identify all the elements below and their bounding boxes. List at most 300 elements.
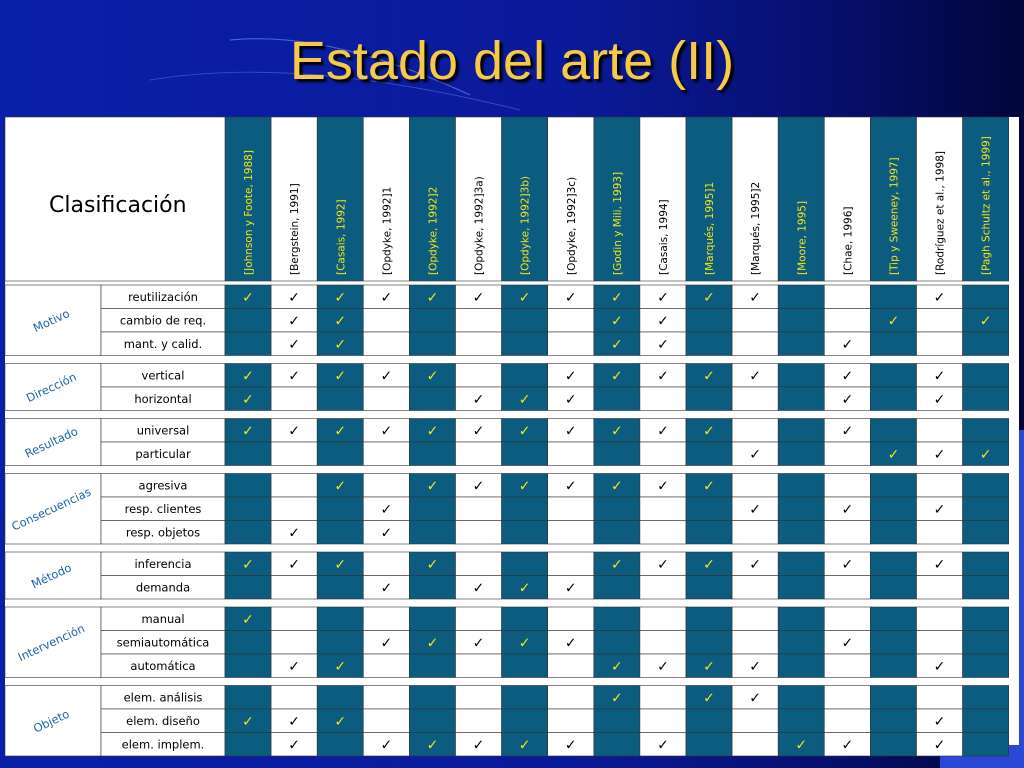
check-mark-icon: ✓ (380, 580, 393, 597)
table-cell (363, 442, 409, 466)
table-cell (502, 364, 548, 388)
category-label: Objeto (31, 706, 72, 736)
check-mark-icon: ✓ (933, 501, 946, 518)
check-mark-icon: ✓ (518, 635, 531, 652)
table-cell (317, 686, 363, 710)
row-label: vertical (141, 368, 185, 383)
check-mark-icon: ✓ (564, 391, 577, 408)
check-mark-icon: ✓ (703, 690, 715, 707)
check-mark-icon: ✓ (657, 368, 669, 385)
table-cell (409, 442, 455, 466)
table-cell (225, 654, 271, 678)
check-mark-icon: ✓ (657, 289, 669, 306)
table-cell (824, 442, 870, 466)
table-heading: Clasificación (49, 193, 187, 218)
check-mark-icon: ✓ (564, 368, 577, 385)
table-cell (870, 521, 916, 545)
table-cell (456, 686, 502, 710)
table-cell (963, 733, 1009, 757)
check-mark-icon: ✓ (657, 336, 669, 353)
table-cell (640, 442, 686, 466)
check-mark-icon: ✓ (334, 556, 347, 573)
table-cell (870, 607, 916, 631)
table-cell (548, 654, 594, 678)
check-mark-icon: ✓ (564, 737, 577, 754)
table-cell (317, 576, 363, 600)
table-cell (870, 709, 916, 733)
table-cell (456, 332, 502, 356)
column-header-label: [Pagh Schultz et al., 1999] (980, 136, 993, 275)
table-cell (409, 654, 455, 678)
table-cell (271, 442, 317, 466)
check-mark-icon: ✓ (610, 336, 623, 353)
table-cell (594, 709, 640, 733)
table-cell (363, 309, 409, 333)
category-label: Dirección (23, 369, 79, 406)
check-mark-icon: ✓ (564, 478, 577, 495)
row-label: manual (141, 611, 185, 626)
table-cell (870, 497, 916, 521)
check-mark-icon: ✓ (472, 580, 485, 597)
table-cell (870, 733, 916, 757)
check-mark-icon: ✓ (564, 423, 577, 440)
category-label: Consecuencias (9, 484, 94, 534)
table-cell (594, 387, 640, 411)
check-mark-icon: ✓ (472, 391, 485, 408)
table-cell (502, 709, 548, 733)
table-cell (594, 607, 640, 631)
table-cell (917, 607, 963, 631)
table-cell (640, 631, 686, 655)
table-cell (778, 332, 824, 356)
table-cell (686, 521, 732, 545)
check-mark-icon: ✓ (703, 658, 715, 675)
table-cell (686, 497, 732, 521)
table-cell (963, 387, 1009, 411)
row-label: mant. y calid. (123, 336, 203, 351)
table-cell (271, 474, 317, 498)
check-mark-icon: ✓ (426, 737, 439, 754)
table-cell (363, 607, 409, 631)
check-mark-icon: ✓ (380, 289, 393, 306)
table-cell (548, 552, 594, 576)
column-header-label: [Casais, 1994] (657, 199, 670, 275)
table-cell (732, 474, 778, 498)
table-cell (502, 309, 548, 333)
table-cell (317, 442, 363, 466)
category-label: Motivo (30, 306, 72, 336)
table-cell (824, 474, 870, 498)
classification-table (5, 117, 1019, 754)
check-mark-icon: ✓ (380, 423, 393, 440)
check-mark-icon: ✓ (288, 556, 301, 573)
table-cell (409, 521, 455, 545)
table-cell (963, 576, 1009, 600)
table-cell (870, 285, 916, 309)
table-cell (225, 631, 271, 655)
check-mark-icon: ✓ (380, 501, 393, 518)
row-label: reutilización (128, 289, 198, 304)
check-mark-icon: ✓ (933, 391, 946, 408)
check-mark-icon: ✓ (288, 289, 301, 306)
table-cell (502, 332, 548, 356)
table-cell (548, 607, 594, 631)
check-mark-icon: ✓ (288, 336, 301, 353)
table-cell (686, 709, 732, 733)
check-mark-icon: ✓ (610, 368, 623, 385)
check-mark-icon: ✓ (242, 713, 254, 730)
table-cell (778, 497, 824, 521)
row-label: particular (135, 446, 191, 461)
table-cell (502, 442, 548, 466)
table-cell (317, 733, 363, 757)
table-cell (824, 309, 870, 333)
table-cell (917, 576, 963, 600)
table-cell (917, 631, 963, 655)
check-mark-icon: ✓ (703, 478, 715, 495)
table-cell (271, 497, 317, 521)
table-cell (824, 576, 870, 600)
table-cell (917, 686, 963, 710)
check-mark-icon: ✓ (426, 368, 439, 385)
check-mark-icon: ✓ (242, 611, 254, 628)
table-cell (640, 521, 686, 545)
table-cell (225, 686, 271, 710)
row-label: horizontal (134, 391, 192, 406)
table-cell (917, 474, 963, 498)
table-cell (363, 387, 409, 411)
check-mark-icon: ✓ (426, 635, 439, 652)
column-header-label: [Johnson y Foote, 1988] (243, 150, 256, 275)
check-mark-icon: ✓ (610, 658, 623, 675)
check-mark-icon: ✓ (933, 289, 946, 306)
row-label: inferencia (134, 556, 192, 571)
check-mark-icon: ✓ (887, 446, 900, 463)
table-cell (917, 419, 963, 443)
check-mark-icon: ✓ (749, 368, 762, 385)
table-cell (317, 521, 363, 545)
column-header-label: [Opdyke, 1992]3b) (519, 175, 532, 275)
table-cell (456, 654, 502, 678)
row-label: automática (130, 658, 196, 673)
row-label: elem. análisis (123, 690, 203, 705)
column-header-label: [Opdyke, 1992]3a) (473, 176, 486, 275)
column-header-label: [Godin y Mili, 1993] (611, 171, 624, 275)
table-cell (963, 654, 1009, 678)
table-cell (271, 631, 317, 655)
check-mark-icon: ✓ (841, 501, 854, 518)
table-cell (732, 332, 778, 356)
row-label: universal (136, 423, 190, 438)
table-cell (225, 309, 271, 333)
check-mark-icon: ✓ (657, 478, 669, 495)
check-mark-icon: ✓ (242, 289, 254, 306)
table-cell (917, 309, 963, 333)
table-cell (686, 332, 732, 356)
table-cell (409, 709, 455, 733)
table-cell (640, 607, 686, 631)
table-cell (824, 607, 870, 631)
check-mark-icon: ✓ (426, 556, 439, 573)
table-cell (778, 419, 824, 443)
table-cell (456, 309, 502, 333)
table-cell (778, 709, 824, 733)
table-cell (778, 654, 824, 678)
check-mark-icon: ✓ (841, 737, 854, 754)
check-mark-icon: ✓ (841, 368, 854, 385)
table-cell (548, 497, 594, 521)
check-mark-icon: ✓ (979, 446, 992, 463)
table-cell (686, 576, 732, 600)
table-cell (225, 497, 271, 521)
table-cell (456, 521, 502, 545)
column-header-label: [Bergstein, 1991] (289, 183, 302, 275)
table-cell (456, 607, 502, 631)
table-cell (640, 497, 686, 521)
table-cell (502, 607, 548, 631)
table-cell (870, 387, 916, 411)
check-mark-icon: ✓ (518, 580, 531, 597)
check-mark-icon: ✓ (334, 423, 347, 440)
check-mark-icon: ✓ (841, 391, 854, 408)
check-mark-icon: ✓ (472, 635, 485, 652)
table-cell (225, 474, 271, 498)
check-mark-icon: ✓ (426, 289, 439, 306)
table-cell (363, 474, 409, 498)
column-header-label: [Opdyke, 1992]3c) (565, 176, 578, 275)
table-cell (271, 576, 317, 600)
table-cell (963, 686, 1009, 710)
table-cell (225, 442, 271, 466)
table-cell (917, 332, 963, 356)
check-mark-icon: ✓ (841, 336, 854, 353)
row-label: agresiva (138, 478, 188, 493)
table-cell (732, 309, 778, 333)
table-cell (548, 332, 594, 356)
row-label: resp. objetos (125, 525, 201, 540)
row-label: semiautomática (116, 635, 210, 650)
row-label: resp. clientes (124, 501, 202, 516)
check-mark-icon: ✓ (334, 289, 347, 306)
check-mark-icon: ✓ (380, 635, 393, 652)
check-mark-icon: ✓ (703, 423, 715, 440)
check-mark-icon: ✓ (518, 391, 531, 408)
table-cell (732, 576, 778, 600)
table-cell (363, 709, 409, 733)
table-cell (548, 709, 594, 733)
table-cell (594, 631, 640, 655)
table-cell (594, 442, 640, 466)
check-mark-icon: ✓ (334, 658, 347, 675)
check-mark-icon: ✓ (288, 713, 301, 730)
check-mark-icon: ✓ (933, 658, 946, 675)
table-cell (963, 521, 1009, 545)
table-cell (824, 654, 870, 678)
table-cell (409, 309, 455, 333)
check-mark-icon: ✓ (288, 313, 301, 330)
check-mark-icon: ✓ (288, 525, 301, 542)
table-cell (548, 686, 594, 710)
table-cell (409, 686, 455, 710)
table-cell (732, 607, 778, 631)
table-cell (456, 364, 502, 388)
check-mark-icon: ✓ (610, 313, 623, 330)
check-mark-icon: ✓ (979, 313, 992, 330)
table-cell (778, 631, 824, 655)
table-cell (502, 686, 548, 710)
table-cell (686, 631, 732, 655)
category-label: Resultado (22, 424, 81, 461)
check-mark-icon: ✓ (288, 423, 301, 440)
table-cell (317, 497, 363, 521)
table-cell (824, 686, 870, 710)
table-cell (963, 552, 1009, 576)
table-cell (317, 631, 363, 655)
check-mark-icon: ✓ (288, 368, 301, 385)
table-cell (963, 332, 1009, 356)
column-header-label: [Moore, 1995] (796, 200, 809, 275)
row-label: cambio de req. (119, 313, 207, 328)
check-mark-icon: ✓ (933, 556, 946, 573)
table-cell (778, 552, 824, 576)
table-cell (363, 654, 409, 678)
table-cell (363, 332, 409, 356)
table-cell (824, 285, 870, 309)
column-header-label: [Rodríguez et al., 1998] (934, 151, 947, 275)
table-cell (686, 309, 732, 333)
check-mark-icon: ✓ (288, 658, 301, 675)
check-mark-icon: ✓ (841, 423, 854, 440)
column-header-label: [Opdyke, 1992]1 (381, 186, 394, 275)
check-mark-icon: ✓ (564, 580, 577, 597)
check-mark-icon: ✓ (610, 478, 623, 495)
check-mark-icon: ✓ (518, 478, 531, 495)
check-mark-icon: ✓ (749, 289, 762, 306)
table-cell (363, 686, 409, 710)
check-mark-icon: ✓ (933, 446, 946, 463)
table-cell (963, 285, 1009, 309)
check-mark-icon: ✓ (657, 313, 669, 330)
table-cell (548, 521, 594, 545)
table-cell (456, 442, 502, 466)
check-mark-icon: ✓ (703, 556, 715, 573)
table-cell (778, 576, 824, 600)
table-cell (502, 521, 548, 545)
table-cell (594, 497, 640, 521)
table-cell (409, 387, 455, 411)
table-cell (686, 733, 732, 757)
check-mark-icon: ✓ (242, 423, 254, 440)
check-mark-icon: ✓ (933, 368, 946, 385)
table-cell (963, 364, 1009, 388)
table-cell (963, 631, 1009, 655)
check-mark-icon: ✓ (841, 556, 854, 573)
table-cell (686, 442, 732, 466)
check-mark-icon: ✓ (518, 737, 531, 754)
check-mark-icon: ✓ (334, 713, 347, 730)
column-header-label: [Tip y Sweeney, 1997] (888, 157, 901, 275)
check-mark-icon: ✓ (472, 423, 485, 440)
table-cell (456, 497, 502, 521)
table-cell (640, 709, 686, 733)
table-cell (778, 364, 824, 388)
table-cell (870, 364, 916, 388)
table-cell (225, 576, 271, 600)
table-cell (502, 552, 548, 576)
table-cell (317, 387, 363, 411)
table-cell (502, 497, 548, 521)
table-cell (271, 607, 317, 631)
check-mark-icon: ✓ (933, 713, 946, 730)
check-mark-icon: ✓ (610, 690, 623, 707)
check-mark-icon: ✓ (887, 313, 900, 330)
table-cell (732, 419, 778, 443)
table-cell (963, 419, 1009, 443)
check-mark-icon: ✓ (472, 289, 485, 306)
check-mark-icon: ✓ (749, 446, 762, 463)
table-cell (870, 332, 916, 356)
check-mark-icon: ✓ (564, 289, 577, 306)
check-mark-icon: ✓ (749, 501, 762, 518)
table-cell (963, 709, 1009, 733)
check-mark-icon: ✓ (657, 556, 669, 573)
table-cell (548, 309, 594, 333)
table-cell (870, 631, 916, 655)
table-cell (824, 521, 870, 545)
check-mark-icon: ✓ (334, 336, 347, 353)
table-cell (225, 733, 271, 757)
category-label: Método (28, 560, 74, 592)
table-cell (409, 607, 455, 631)
table-cell (778, 285, 824, 309)
table-cell (686, 387, 732, 411)
check-mark-icon: ✓ (334, 313, 347, 330)
table-cell (640, 387, 686, 411)
table-cell (870, 686, 916, 710)
check-mark-icon: ✓ (657, 658, 669, 675)
table-cell (778, 387, 824, 411)
check-mark-icon: ✓ (610, 556, 623, 573)
table-cell (870, 419, 916, 443)
check-mark-icon: ✓ (657, 423, 669, 440)
check-mark-icon: ✓ (334, 368, 347, 385)
check-mark-icon: ✓ (749, 690, 762, 707)
check-mark-icon: ✓ (933, 737, 946, 754)
check-mark-icon: ✓ (703, 289, 715, 306)
table-cell (778, 309, 824, 333)
table-cell (732, 521, 778, 545)
check-mark-icon: ✓ (242, 368, 254, 385)
table-cell (456, 709, 502, 733)
table-cell (778, 607, 824, 631)
category-label: Intervención (15, 621, 87, 665)
row-label: demanda (135, 580, 191, 595)
table-cell (732, 631, 778, 655)
check-mark-icon: ✓ (518, 289, 531, 306)
check-mark-icon: ✓ (334, 478, 347, 495)
slide-title: Estado del arte (II) (289, 31, 735, 91)
table-cell (594, 576, 640, 600)
table-cell (778, 442, 824, 466)
table-cell (963, 474, 1009, 498)
table-cell (963, 497, 1009, 521)
check-mark-icon: ✓ (749, 658, 762, 675)
table-cell (732, 733, 778, 757)
column-header-label: [Marqués, 1995]1 (704, 181, 717, 275)
table-cell (963, 607, 1009, 631)
table-cell (732, 387, 778, 411)
table-cell (594, 733, 640, 757)
